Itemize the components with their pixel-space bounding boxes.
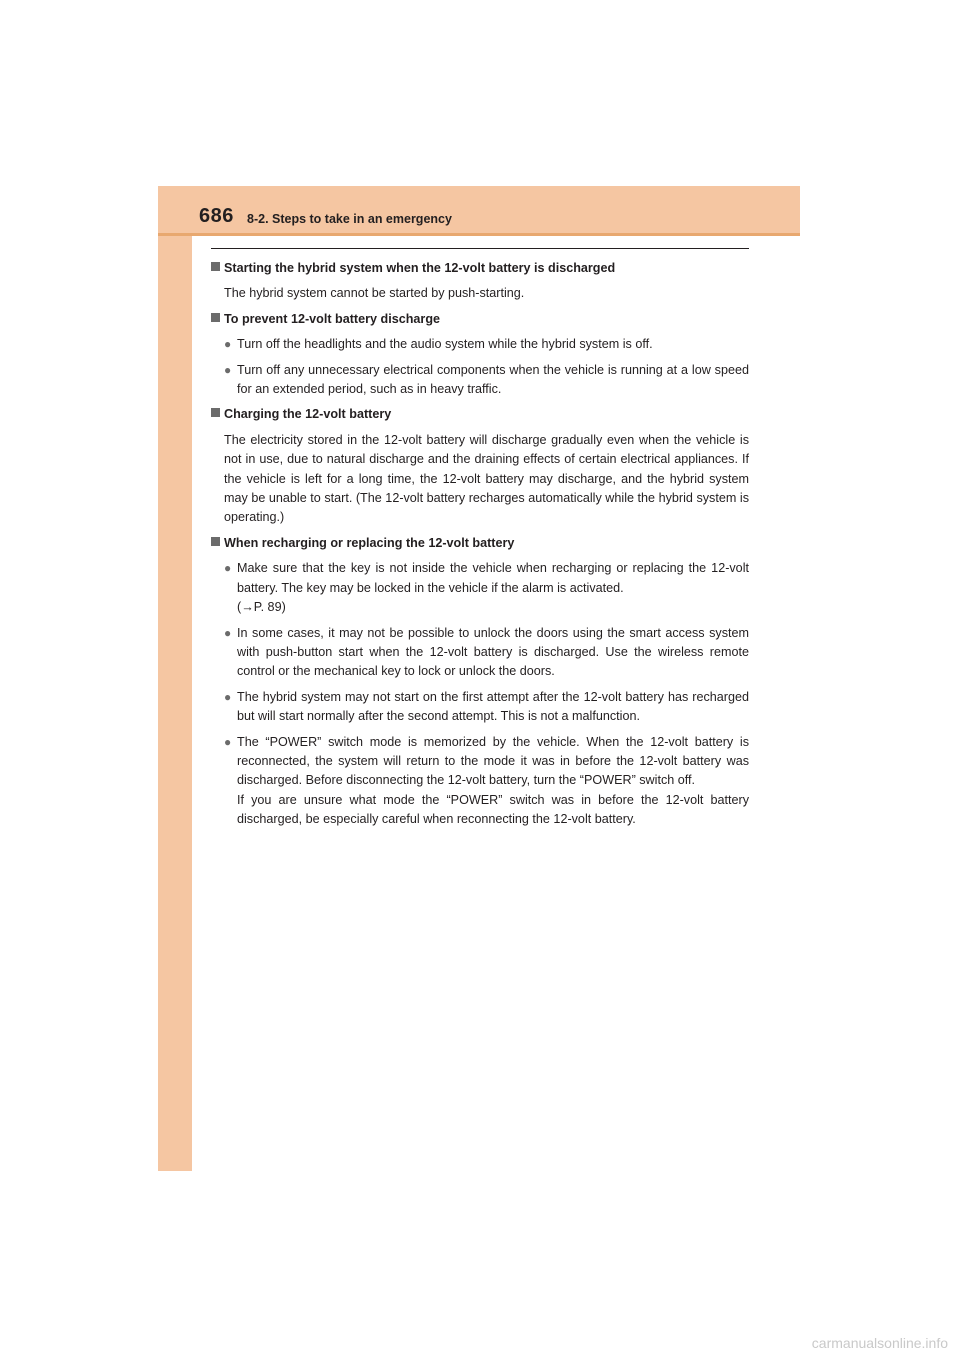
square-bullet-icon [211,408,220,417]
section-paragraph: The electricity stored in the 12-volt battery will discharge gradually even when the vehicle is not in use, due to natural discharge and the draining effects of certain electrical appliances. If the vehicle is left for a long time, the 12-volt battery may discharge, and the hybrid system may be unable to start. (The 12-volt battery recharges automatically while the hybrid system is operating.) [224,432,749,525]
list-item [211,733,749,830]
page-number: 686 [199,205,234,227]
section-heading [211,310,749,329]
list-item [211,559,749,617]
list-item-body: Make sure that the key is not inside the vehicle when recharging or replacing the 12-volt battery. The key may be locked in the vehicle if the alarm is activated. [237,561,749,595]
watermark: carmanualsonline.info [811,1335,948,1351]
list-item [211,624,749,682]
list-item-text [237,733,749,830]
circle-bullet-icon: ● [224,337,232,352]
chapter-side-band [158,186,192,1171]
heading-text: To prevent 12-volt battery discharge [224,311,441,326]
circle-bullet-icon: ● [224,689,232,704]
header-rule [158,233,800,236]
list-item [211,335,749,354]
circle-bullet-icon: ● [224,625,232,640]
list-item-text: Turn off any unnecessary electrical components when the vehicle is running at a low speed for an extended period, such as in heavy traffic. [237,362,749,397]
section-heading [211,405,749,424]
list-item [211,688,749,727]
list-item-text [237,559,749,617]
circle-bullet-icon: ● [224,734,232,749]
heading-text: Charging the 12-volt battery [224,407,392,422]
list-item [211,361,749,400]
square-bullet-icon [211,313,220,322]
square-bullet-icon [211,537,220,546]
content-divider [211,248,749,249]
square-bullet-icon [211,262,220,271]
circle-bullet-icon: ● [224,561,232,576]
section-heading [211,534,749,553]
list-item-text: In some cases, it may not be possible to unlock the doors using the smart access system with push-button start when the 12-volt battery is discharged. Use the wireless remote control or the mechanical key to lock or unlock the doors. [237,625,749,679]
list-item-text: The hybrid system may not start on the first attempt after the 12-volt battery has recharged but will start normally after the second attempt. This is not a malfunction. [237,689,749,724]
heading-text: When recharging or replacing the 12-volt battery [224,535,515,550]
list-item-text: Turn off the headlights and the audio system while the hybrid system is off. [237,337,653,352]
section-heading [211,259,749,278]
page-content [211,259,749,836]
circle-bullet-icon: ● [224,362,232,377]
section-paragraph: The hybrid system cannot be started by push-starting. [224,286,525,301]
list-item-note: If you are unsure what mode the “POWER” switch was in before the 12-volt battery discharged, be especially careful when reconnecting the 12-volt battery. [237,792,749,827]
list-item-body: The “POWER” switch mode is memorized by the vehicle. When the 12-volt battery is reconnected, the system will return to the mode it was in before the 12-volt battery was discharged. Before disconnecting the 12-volt battery, turn the “POWER” switch off. [237,734,749,788]
heading-text: Starting the hybrid system when the 12-volt battery is discharged [224,261,616,275]
page-reference-link[interactable]: (→P. 89) [237,600,286,615]
section-title: 8-2. Steps to take in an emergency [247,212,452,226]
